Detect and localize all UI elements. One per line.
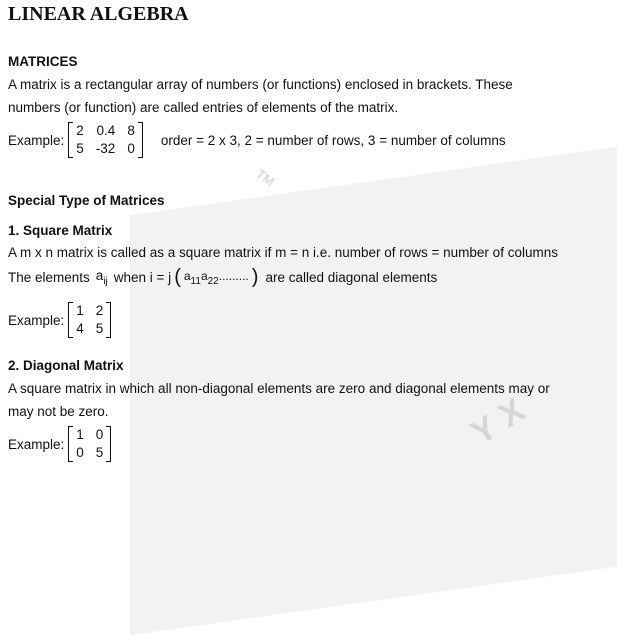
matrix-cell: 8 — [127, 123, 135, 138]
matrix-cell: 0 — [95, 427, 104, 442]
diag-prefix: The elements — [8, 270, 90, 285]
matrix-cell: 2 — [95, 303, 104, 318]
square-example — [8, 302, 111, 338]
diagonal-elements-line — [8, 266, 437, 289]
right-bracket — [106, 426, 111, 462]
matrices-line-1: A matrix is a rectangular array of numbers (or functions) enclosed in brackets. These — [8, 77, 513, 92]
diagonal-line-1: A square matrix in which all non-diagonal elements are zero and diagonal elements may or — [8, 381, 550, 396]
matrix-cell: 1 — [76, 303, 84, 318]
example-matrix-diagonal — [68, 426, 111, 462]
matrix-cell: 5 — [95, 445, 104, 460]
example-label: Example: — [8, 132, 65, 148]
matrix-cell: 2 — [76, 123, 84, 138]
example-matrix-2x2 — [68, 302, 111, 338]
matrix-cell: 5 — [76, 141, 84, 156]
matrix-cell: 1 — [76, 427, 84, 442]
matrix-cell: 0 — [76, 445, 84, 460]
diagonal-line-2: may not be zero. — [8, 404, 109, 419]
right-bracket — [138, 122, 143, 158]
matrices-line-2: numbers (or function) are called entries of elements of the matrix. — [8, 100, 399, 115]
matrix-cells — [73, 426, 106, 462]
matrix-cells — [73, 302, 106, 338]
order-text: order = 2 x 3, 2 = number of rows, 3 = number of columns — [160, 132, 506, 148]
square-matrix-heading: 1. Square Matrix — [8, 223, 113, 238]
open-paren: ( — [174, 266, 181, 288]
matrices-example — [8, 122, 506, 158]
close-paren: ) — [251, 266, 259, 288]
square-matrix-definition: A m x n matrix is called as a square matrix if m = n i.e. number of rows = number of columns — [8, 245, 558, 260]
matrix-cell: -32 — [95, 141, 116, 156]
a11-a22: $a_{11}a_{22}$......... — [183, 268, 249, 287]
matrices-heading: MATRICES — [8, 54, 78, 69]
example-label: Example: — [8, 312, 65, 328]
special-types-heading: Special Type of Matrices — [8, 193, 165, 208]
diag-suffix: are called diagonal elements — [265, 270, 438, 285]
when-text: when i = j — [113, 270, 172, 285]
diagonal-example — [8, 426, 111, 462]
matrix-cell: 5 — [95, 321, 104, 336]
matrix-cell: 0 — [127, 141, 135, 156]
a-ij: $a_{ij}$ — [95, 268, 108, 287]
matrix-cell: 4 — [76, 321, 84, 336]
page-title: LINEAR ALGEBRA — [8, 3, 189, 25]
watermark-text: YX — [464, 385, 541, 453]
example-label: Example: — [8, 436, 65, 452]
watermark-tm: TM — [253, 165, 278, 190]
right-bracket — [106, 302, 111, 338]
matrix-cells — [73, 122, 138, 158]
diagonal-matrix-heading: 2. Diagonal Matrix — [8, 358, 124, 373]
example-matrix-2x3 — [68, 122, 143, 158]
matrix-cell: 0.4 — [96, 123, 116, 138]
